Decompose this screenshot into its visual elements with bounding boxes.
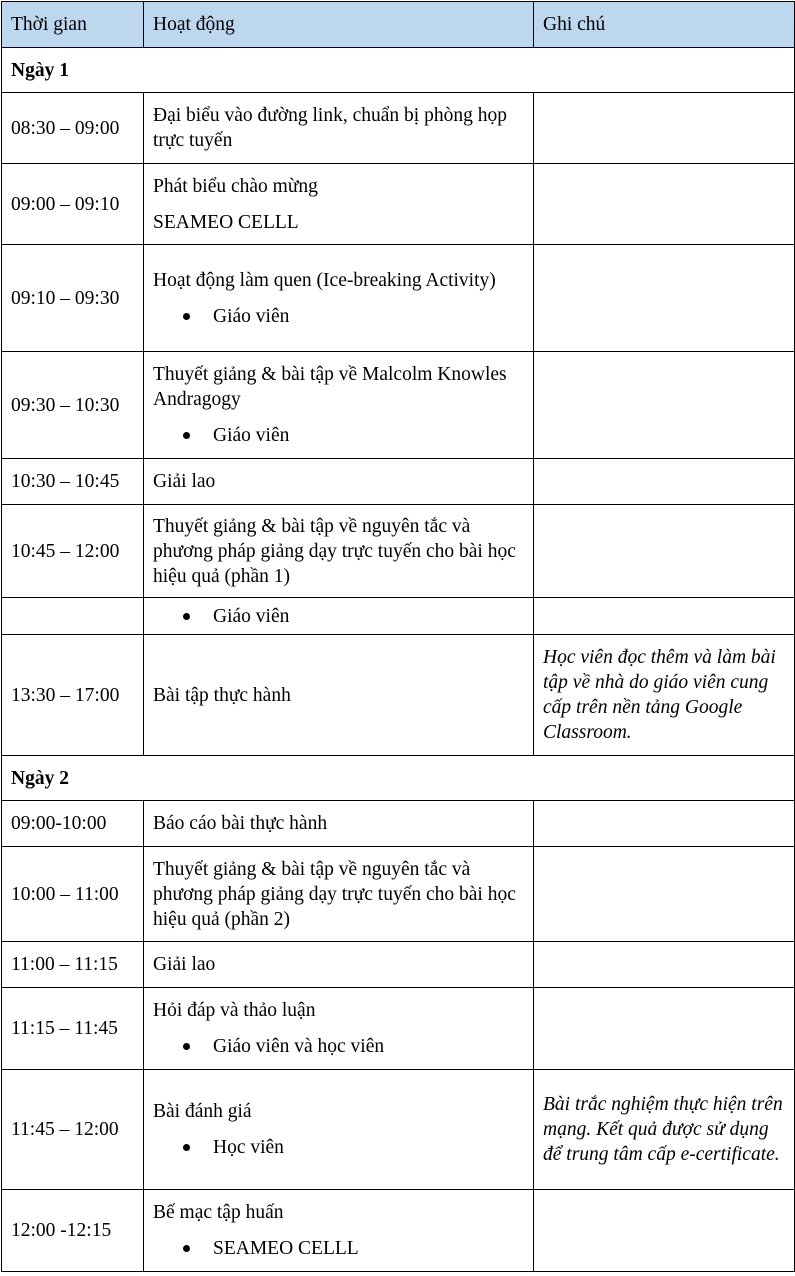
note-cell — [534, 164, 795, 245]
activity-text: Hỏi đáp và thảo luận — [153, 1000, 316, 1021]
day-row — [2, 756, 795, 801]
table-row — [2, 635, 795, 756]
schedule-table — [1, 1, 795, 1272]
day-row — [2, 48, 795, 93]
bullet-item: SEAMEO CELLL — [213, 1236, 524, 1261]
bullet-item: Học viên — [213, 1135, 524, 1160]
activity-cell — [144, 164, 534, 245]
activity-text: Đại biểu vào đường link, chuẩn bị phòng họp trực tuyến — [153, 105, 507, 151]
time-cell: 10:45 – 12:00 — [2, 505, 144, 598]
activity-cell — [144, 459, 534, 505]
activity-text: Bế mạc tập huấn — [153, 1202, 284, 1223]
activity-text: Bài tập thực hành — [153, 684, 291, 706]
bullet-list — [153, 423, 524, 448]
activity-cell — [144, 352, 534, 459]
table-row — [2, 245, 795, 352]
bullet-item: Giáo viên — [213, 423, 524, 448]
header-row — [2, 2, 795, 48]
header-activity: Hoạt động — [144, 2, 534, 48]
table-row — [2, 598, 795, 635]
activity-text: Bài đánh giá — [153, 1101, 252, 1122]
table-row — [2, 801, 795, 847]
note-cell: Học viên đọc thêm và làm bài tập về nhà do giáo viên cung cấp trên nền tảng Google Classroom. — [534, 635, 795, 756]
activity-cell — [144, 801, 534, 847]
time-cell — [2, 598, 144, 635]
activity-text: Giải lao — [153, 471, 216, 492]
header-time: Thời gian — [2, 2, 144, 48]
table-row — [2, 1070, 795, 1190]
schedule-body — [2, 48, 795, 1272]
note-cell: Bài trắc nghiệm thực hiện trên mạng. Kết quả được sử dụng để trung tâm cấp e-certificate. — [534, 1070, 795, 1190]
bullet-list — [153, 1236, 524, 1261]
table-row — [2, 505, 795, 598]
activity-text: Hoạt động làm quen (Ice-breaking Activity) — [153, 269, 496, 291]
note-cell — [534, 459, 795, 505]
note-cell — [534, 1190, 795, 1272]
activity-cell — [144, 93, 534, 164]
activity-text: Phát biểu chào mừng — [153, 175, 318, 197]
time-cell: 10:30 – 10:45 — [2, 459, 144, 505]
note-cell — [534, 847, 795, 942]
bullet-list — [153, 1034, 524, 1059]
bullet-list — [153, 304, 524, 329]
table-row — [2, 459, 795, 505]
bullet-list — [153, 1135, 524, 1160]
time-cell: 10:00 – 11:00 — [2, 847, 144, 942]
day-label: Ngày 2 — [2, 756, 795, 801]
activity-cell — [144, 988, 534, 1070]
note-cell — [534, 942, 795, 988]
table-row — [2, 352, 795, 459]
activity-cell — [144, 847, 534, 942]
activity-cell — [144, 505, 534, 598]
time-cell: 11:45 – 12:00 — [2, 1070, 144, 1190]
bullet-item: Giáo viên và học viên — [213, 1034, 524, 1059]
activity-text: Thuyết giảng & bài tập về nguyên tắc và phương pháp giảng dạy trực tuyến cho bài học hiệu quả (phần 1) — [153, 515, 516, 587]
bullet-list — [153, 604, 524, 629]
time-cell: 12:00 -12:15 — [2, 1190, 144, 1272]
bullet-item: Giáo viên — [213, 304, 524, 329]
activity-text: SEAMEO CELLL — [153, 211, 299, 233]
header-note: Ghi chú — [534, 2, 795, 48]
note-cell — [534, 801, 795, 847]
time-cell: 08:30 – 09:00 — [2, 93, 144, 164]
activity-text: Thuyết giảng & bài tập về nguyên tắc và phương pháp giảng dạy trực tuyến cho bài học hiệu quả (phần 2) — [153, 858, 516, 930]
time-cell: 13:30 – 17:00 — [2, 635, 144, 756]
activity-cell — [144, 1190, 534, 1272]
time-cell: 11:15 – 11:45 — [2, 988, 144, 1070]
activity-text: Báo cáo bài thực hành — [153, 813, 328, 834]
note-cell — [534, 93, 795, 164]
note-cell — [534, 245, 795, 352]
time-cell: 09:00 – 09:10 — [2, 164, 144, 245]
table-row — [2, 988, 795, 1070]
table-row — [2, 1190, 795, 1272]
activity-text: Thuyết giảng & bài tập về Malcolm Knowles Andragogy — [153, 364, 507, 410]
table-row — [2, 847, 795, 942]
activity-cell — [144, 635, 534, 756]
day-label: Ngày 1 — [2, 48, 795, 93]
time-cell: 11:00 – 11:15 — [2, 942, 144, 988]
activity-cell — [144, 598, 534, 635]
note-cell — [534, 988, 795, 1070]
time-cell: 09:30 – 10:30 — [2, 352, 144, 459]
table-row — [2, 942, 795, 988]
note-cell — [534, 598, 795, 635]
activity-cell — [144, 942, 534, 988]
activity-cell — [144, 1070, 534, 1190]
activity-cell — [144, 245, 534, 352]
activity-text: Giải lao — [153, 954, 216, 975]
note-cell — [534, 352, 795, 459]
time-cell: 09:10 – 09:30 — [2, 245, 144, 352]
note-cell — [534, 505, 795, 598]
time-cell: 09:00-10:00 — [2, 801, 144, 847]
table-row — [2, 93, 795, 164]
table-row — [2, 164, 795, 245]
bullet-item: Giáo viên — [213, 604, 524, 629]
